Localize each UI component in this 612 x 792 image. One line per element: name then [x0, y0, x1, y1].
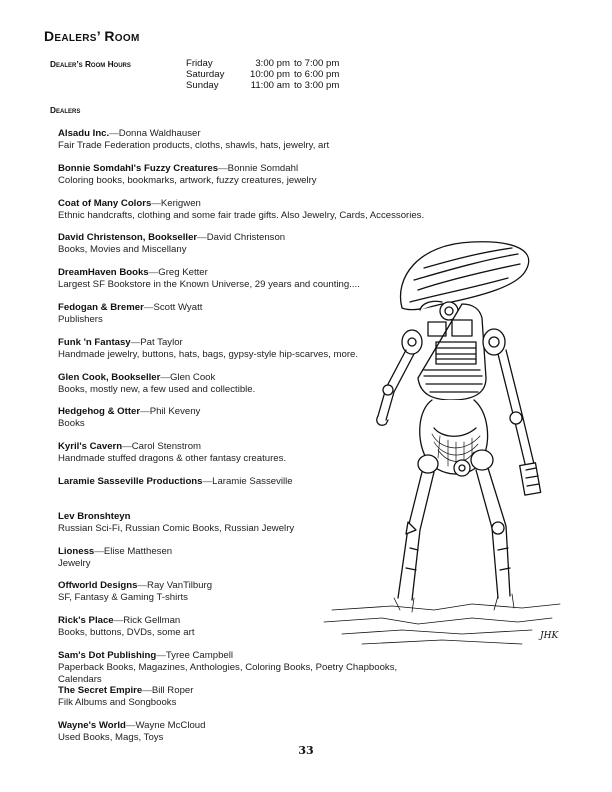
dealer-name: Wayne's World	[58, 719, 126, 731]
dealer-separator: —	[143, 301, 154, 313]
dealer-contact: Tyree Campbell	[165, 649, 234, 661]
dealer-name: Fedogan & Bremer	[58, 301, 144, 313]
dealer-name: Lioness	[58, 545, 95, 557]
dealer-separator: —	[156, 649, 166, 661]
dealer-contact: Rick Gellman	[123, 615, 181, 627]
dealer-description: Books, buttons, DVDs, some art	[58, 627, 195, 639]
dealer-name: Funk 'n Fantasy	[58, 336, 131, 348]
dealer-contact: Wayne McCloud	[135, 719, 206, 731]
hours-day: Sunday	[186, 80, 219, 91]
hours-row	[186, 58, 339, 69]
dealer-description: Used Books, Mags, Toys	[58, 731, 164, 743]
dealer-contact: Elise Matthesen	[103, 545, 173, 557]
dealer-description: Handmade stuffed dragons & other fantasy creatures.	[58, 453, 287, 465]
hours-day: Saturday	[186, 69, 225, 80]
hours-start: 3:00 pm	[255, 58, 290, 69]
dealer-contact: Scott Wyatt	[153, 301, 203, 313]
dealer-name: DreamHaven Books	[58, 267, 149, 279]
dealer-separator: —	[125, 719, 136, 731]
artist-signature: JHK	[540, 631, 559, 641]
dealer-description: Filk Albums and Songbooks	[58, 696, 177, 708]
hours-day: Friday	[186, 58, 213, 69]
dealer-name: Coat of Many Colors	[58, 197, 152, 209]
dealer-name: Bonnie Somdahl's Fuzzy Creatures	[58, 162, 219, 174]
dealer-description: Ethnic handcrafts, clothing and some fair trade gifts. Also Jewelry, Cards, Accessories.	[58, 209, 425, 221]
robot-left-leg	[398, 472, 434, 600]
dealer-separator: —	[202, 475, 213, 487]
robot-right-arm	[498, 350, 534, 468]
dealer-name: Rick's Place	[58, 615, 114, 627]
dealer-contact: Pat Taylor	[140, 336, 183, 348]
hours-label: Dealer’s Room Hours	[50, 59, 131, 69]
dealer-item	[58, 685, 438, 720]
dealer-separator: —	[151, 197, 161, 209]
dealer-separator: —	[137, 580, 148, 592]
robot-ground	[324, 594, 560, 644]
dealer-separator: —	[113, 615, 124, 627]
dealer-contact: Donna Waldhauser	[118, 128, 201, 139]
dealer-description: Publishers	[58, 313, 103, 325]
dealer-separator: —	[160, 371, 170, 383]
page-number: 33	[298, 744, 314, 757]
dealer-contact: Ray VanTilburg	[147, 580, 213, 592]
hours-end: to 6:00 pm	[294, 69, 340, 80]
dealer-name: Lev Bronshteyn	[58, 510, 131, 522]
hours-table	[186, 58, 339, 91]
dealer-description: Largest SF Bookstore in the Known Universe, 29 years and counting....	[58, 279, 360, 291]
dealer-separator: —	[140, 406, 150, 418]
dealer-name: Sam's Dot Publishing	[58, 649, 157, 661]
hours-start: 11:00 am	[250, 80, 290, 91]
dealer-description: SF, Fantasy & Gaming T-shirts	[58, 592, 188, 604]
robot-right-shoulder	[483, 329, 505, 355]
dealer-description: Jewelry	[58, 557, 91, 569]
dealer-contact: Bonnie Somdahl	[227, 162, 299, 174]
dealer-name: Glen Cook, Bookseller	[58, 371, 161, 383]
robot-left-shoulder	[402, 330, 422, 354]
dealer-contact: Carol Stenstrom	[131, 441, 202, 453]
dealer-contact: Kerigwen	[160, 197, 201, 209]
dealer-description: Russian Sci-Fi, Russian Comic Books, Russian Jewelry	[58, 522, 295, 534]
dealer-separator: —	[218, 162, 228, 174]
hours-end: to 7:00 pm	[294, 58, 340, 69]
dealer-name: Offworld Designs	[58, 580, 138, 592]
dealer-separator: —	[142, 684, 152, 696]
hours-end: to 3:00 pm	[294, 80, 340, 91]
hours-row	[186, 80, 339, 91]
dealer-description: Fair Trade Federation products, cloths, shawls, hats, jewelry, art	[58, 140, 330, 151]
dealer-name: Kyril's Cavern	[58, 441, 123, 453]
dealer-description: Books	[58, 418, 85, 430]
dealer-contact: Glen Cook	[169, 371, 216, 383]
dealer-description: Books, mostly new, a few used and collectible.	[58, 383, 256, 395]
dealer-separator: —	[122, 441, 132, 453]
dealer-contact: Bill Roper	[151, 684, 194, 696]
dealer-separator: —	[197, 232, 207, 244]
dealer-contact: Laramie Sasseville	[212, 475, 293, 487]
dealer-description: Handmade jewelry, buttons, hats, bags, gypsy-style hip-scarves, more.	[58, 348, 359, 360]
dealer-item	[58, 128, 438, 163]
dealer-contact: Greg Ketter	[158, 267, 208, 279]
dealer-contact: Phil Keveny	[149, 406, 201, 418]
dealer-name: The Secret Empire	[58, 684, 143, 696]
page-title: Dealers’ Room	[44, 28, 140, 44]
robot-right-leg	[476, 468, 510, 598]
dealer-item	[58, 198, 438, 233]
dealer-name: Alsadu Inc.	[58, 128, 110, 139]
dealer-separator: —	[94, 545, 104, 557]
dealer-description: Paperback Books, Magazines, Anthologies, Coloring Books, Poetry Chapbooks, Calendars	[58, 661, 398, 685]
hours-start: 10:00 pm	[249, 69, 290, 80]
dealer-name: Laramie Sasseville Productions	[58, 475, 203, 487]
dealer-separator: —	[148, 267, 159, 279]
dealer-separator: —	[109, 128, 119, 139]
dealer-description: Books, Movies and Miscellany	[58, 244, 187, 256]
dealer-name: David Christenson, Bookseller	[58, 232, 198, 244]
dealer-name: Hedgehog & Otter	[58, 406, 141, 418]
robot-illustration	[322, 238, 562, 658]
dealer-contact: David Christenson	[206, 232, 286, 244]
dealers-heading: Dealers	[50, 105, 81, 115]
dealer-description: Coloring books, bookmarks, artwork, fuzzy creatures, jewelry	[58, 174, 317, 186]
dealer-separator: —	[130, 336, 141, 348]
hours-row	[186, 69, 339, 80]
robot-left-arm	[378, 350, 414, 420]
dealer-item	[58, 163, 438, 198]
